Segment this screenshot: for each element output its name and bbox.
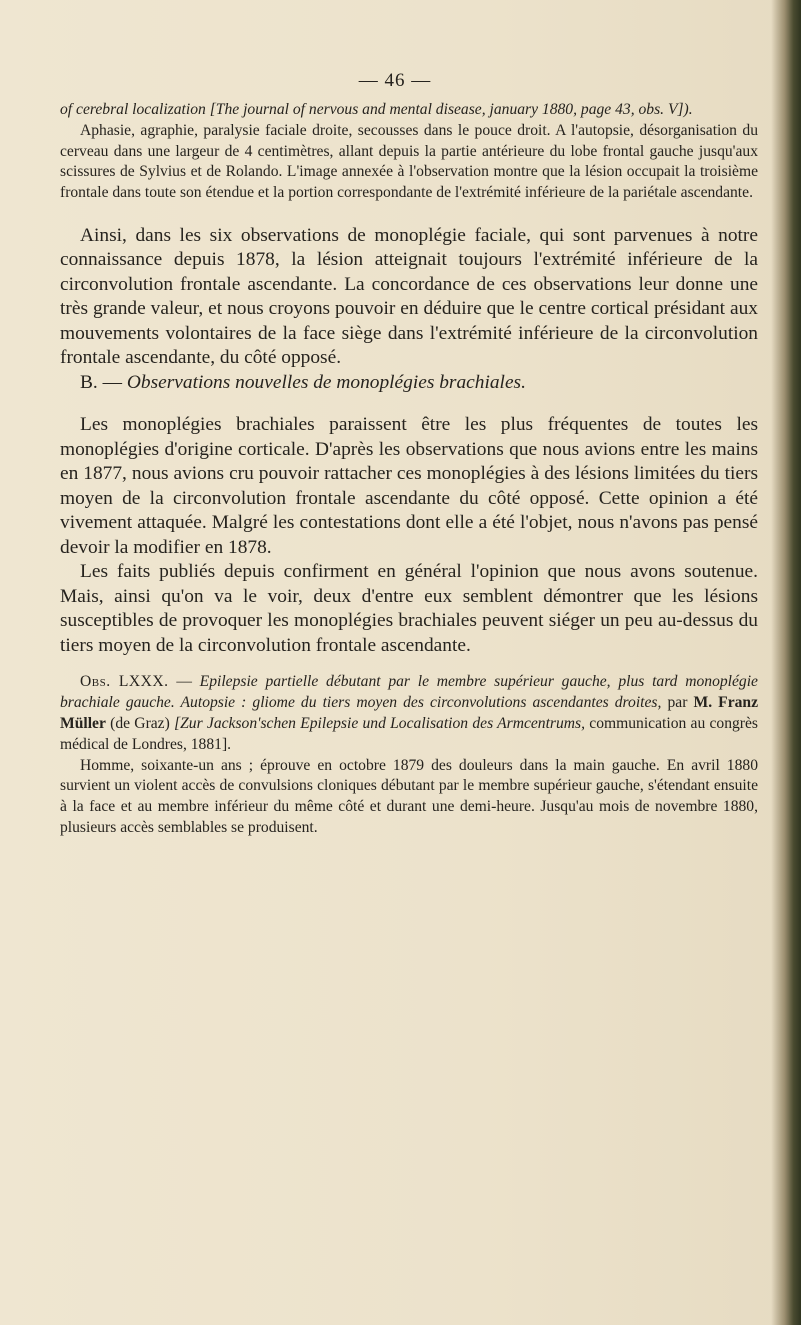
conclusion-paragraph: Ainsi, dans les six observations de monoplégie faciale, qui sont parvenues à notre connaissance depuis 1878, la lésion atteignait toujours l'extrémité inférieure de la circonvolution frontale ascendante. La concordance de ces observations leur donne une très grande valeur, et nous croyons pouvoir en déduire que le centre cortical présidant aux mouvements volontaires de la face siège dans l'extrémité inférieure de la circonvolution frontale ascendante, du côté opposé. (60, 224, 758, 369)
observation-title: Epilepsie partielle débutant par le membre supérieur gauche, plus tard monoplégie brachiale gauche. Autopsie : gliome du tiers moyen des circonvolutions ascendantes droites, (60, 673, 758, 712)
observation-source: [Zur Jackson'schen Epilepsie und Localisation des Armcentrums, (174, 715, 586, 733)
brachial-paragraph-2: Les faits publiés depuis confirment en général l'opinion que nous avons soutenue. Mais, ainsi qu'on va le voir, deux d'entre eux semblent démontrer que les lésions susceptibles de provoquer les monoplégies brachiales peuvent siéger un peu au-dessus du tiers moyen de la circonvolution frontale ascendante. (60, 561, 758, 656)
observation-header (60, 672, 758, 755)
page-body (60, 100, 758, 839)
observation-communication: communication au congrès médical de Londres, 1881]. (60, 715, 758, 753)
section-dash: — (102, 371, 123, 393)
observation-label: Obs. LXXX. (80, 673, 169, 691)
section-title: Observations nouvelles de monoplégies brachiales. (126, 371, 526, 393)
observation-city: (de Graz) (110, 715, 170, 733)
section-letter: B. (80, 371, 98, 393)
section-heading (60, 371, 758, 396)
page-number: — 46 — (358, 70, 432, 91)
case-text-paragraph: Homme, soixante-un ans ; éprouve en octobre 1879 des douleurs dans la main gauche. En avril 1880 survient un violent accès de convulsions cloniques débutant par le membre supérieur gauche, s'étendant ensuite à la face et au membre inférieur du même côté et durant une demi-heure. Jusqu'au mois de novembre 1880, plusieurs accès semblables se produisent. (60, 756, 758, 837)
observation-by: par (667, 694, 688, 712)
observation-author: M. Franz Müller (60, 694, 759, 733)
case-summary-paragraph: Aphasie, agraphie, paralysie faciale droite, secousses dans le pouce droit. A l'autopsie, désorganisation du cerveau dans une largeur de 4 centimètres, allant depuis la partie antérieure du lobe frontal gauche jusqu'aux scissures de Sylvius et de Rolando. L'image annexée à l'observation montre que la lésion occupait la troisième frontale dans toute son étendue et la portion correspondante de l'extrémité inférieure de la pariétale ascendante. (60, 121, 758, 202)
page-edge-shadow (771, 0, 801, 1325)
reference-continuation: of cerebral localization [The journal of nervous and mental disease, january 1880, page 43, obs. V]). (60, 101, 693, 118)
brachial-paragraph-1: Les monoplégies brachiales paraissent être les plus fréquentes de toutes les monoplégies d'origine corticale. D'après les observations que nous avions entre les mains en 1877, nous avions cru pouvoir rattacher ces monoplégies à des lésions limitées du tiers moyen de la circonvolution frontale ascendante du côté opposé. Cette opinion a été vivement attaquée. Malgré les contestations dont elle a été l'objet, nous n'avons pas pensé devoir la modifier en 1878. (60, 414, 758, 558)
observation-dash: — (176, 673, 192, 691)
